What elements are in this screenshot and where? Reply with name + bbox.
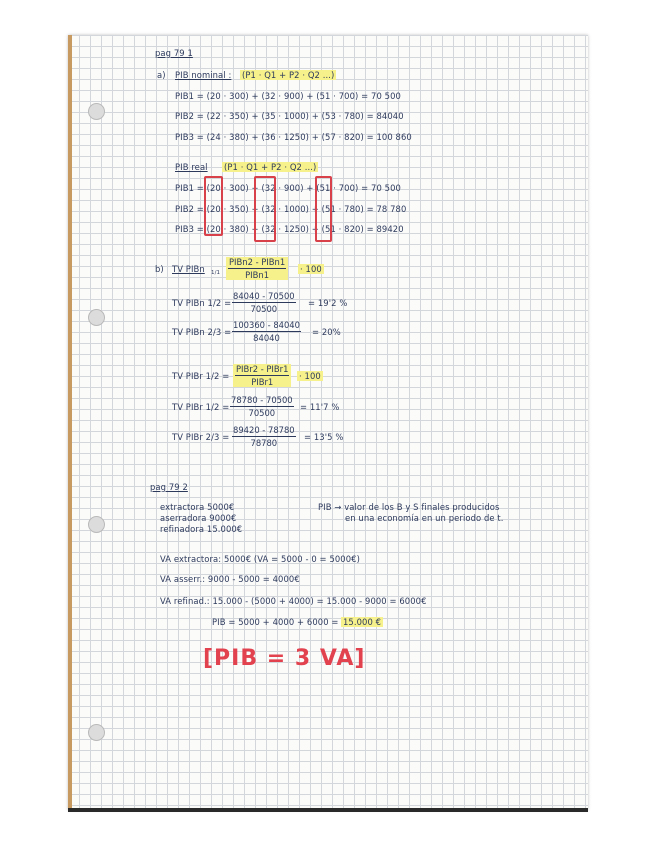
- price-highlight-box: [315, 176, 332, 242]
- nominal-gdp-title: PIB nominal :: [175, 70, 232, 80]
- binder-hole: [88, 103, 105, 120]
- gdp-definition: en una economía en un periodo de t.: [345, 513, 504, 523]
- page-bottom-edge: [68, 808, 588, 812]
- nominal-gdp-formula: (P1 · Q1 + P2 · Q2 ...): [242, 70, 335, 80]
- fraction-denominator: 70500: [248, 408, 276, 418]
- tv-calc-lhs: TV PIBn 1/2 =: [172, 298, 232, 308]
- price-highlight-box: [204, 176, 223, 236]
- tv-real-fraction: [233, 364, 291, 387]
- fraction-denominator: 78780: [250, 438, 278, 448]
- fraction-numerator: PIBn2 - PIBn1: [229, 257, 286, 267]
- part-a-letter: a): [157, 70, 166, 80]
- binder-hole: [88, 724, 105, 741]
- pib-sum: PIB = 5000 + 4000 + 6000 =: [212, 617, 339, 627]
- tv-nominal-fraction: [226, 257, 288, 280]
- tv-calc-lhs: TV PIBr 2/3 =: [172, 432, 230, 442]
- fraction-numerator: 84040 - 70500: [233, 291, 295, 301]
- exercise-ref: pag 79 2: [150, 482, 188, 492]
- times-100: · 100: [299, 371, 321, 381]
- va-line: VA extractora: 5000€ (VA = 5000 - 0 = 5000€): [160, 554, 360, 564]
- pib-total: 15.000 €: [343, 617, 382, 627]
- gdp-definition: PIB → valor de los B y S finales producidos: [318, 502, 500, 512]
- tv-calc-result: = 20%: [312, 327, 341, 337]
- nominal-line: PIB2 = (22 · 350) + (35 · 1000) + (53 · 780) = 84040: [175, 111, 404, 121]
- fraction-denominator: PIBr1: [251, 377, 274, 387]
- tv-calc-fraction: [232, 320, 301, 343]
- binder-hole: [88, 309, 105, 326]
- real-gdp-formula: (P1 · Q1 + P2 · Q2 ...): [224, 162, 317, 172]
- page-left-edge: [68, 35, 72, 810]
- price-highlight-box: [254, 176, 276, 242]
- company-line: aserradora 9000€: [160, 513, 237, 523]
- company-line: refinadora 15.000€: [160, 524, 243, 534]
- times-100: · 100: [300, 264, 322, 274]
- tv-real-lhs: TV PIBr 1/2 =: [172, 371, 230, 381]
- fraction-denominator: 70500: [250, 304, 278, 314]
- tv-calc-fraction: [232, 425, 296, 448]
- va-line: VA refinad.: 15.000 - (5000 + 4000) = 15.000 - 9000 = 6000€: [160, 596, 427, 606]
- tv-calc-result: = 19'2 %: [308, 298, 348, 308]
- real-gdp-title: PIB real: [175, 162, 208, 172]
- tv-calc-lhs: TV PIBn 2/3 =: [172, 327, 232, 337]
- tv-nominal-sub: 1/1: [211, 270, 221, 276]
- real-line: PIB1 = (20 · 300) + (32 · 900) + (51 · 700) = 70 500: [175, 183, 401, 193]
- va-line: VA asserr.: 9000 - 5000 = 4000€: [160, 574, 300, 584]
- real-line: PIB2 = (20 · 350) + (32 · 1000) + (51 · 780) = 78 780: [175, 204, 407, 214]
- fraction-numerator: 100360 - 84040: [233, 320, 300, 330]
- nominal-line: PIB3 = (24 · 380) + (36 · 1250) + (57 · 820) = 100 860: [175, 132, 412, 142]
- part-b-letter: b): [155, 264, 164, 274]
- notebook-page: [68, 35, 588, 810]
- tv-calc-fraction: [232, 291, 296, 314]
- real-line: PIB3 = (20 · 380) + (32 · 1250) + (51 · 820) = 89420: [175, 224, 404, 234]
- fraction-numerator: PIBr2 - PIBr1: [236, 364, 289, 374]
- nominal-line: PIB1 = (20 · 300) + (32 · 900) + (51 · 700) = 70 500: [175, 91, 401, 101]
- fraction-denominator: PIBn1: [245, 270, 270, 280]
- fraction-denominator: 84040: [253, 333, 280, 343]
- tv-calc-fraction: [230, 395, 294, 418]
- fraction-numerator: 89420 - 78780: [233, 425, 295, 435]
- fraction-numerator: 78780 - 70500: [231, 395, 293, 405]
- conclusion: [PIB = 3 VA]: [203, 646, 366, 671]
- tv-calc-result: = 11'7 %: [300, 402, 340, 412]
- exercise-ref: pag 79 1: [155, 48, 193, 58]
- tv-calc-result: = 13'5 %: [304, 432, 344, 442]
- tv-nominal-lhs: TV PIBn: [172, 264, 205, 274]
- company-line: extractora 5000€: [160, 502, 235, 512]
- tv-calc-lhs: TV PIBr 1/2 =: [172, 402, 230, 412]
- binder-hole: [88, 516, 105, 533]
